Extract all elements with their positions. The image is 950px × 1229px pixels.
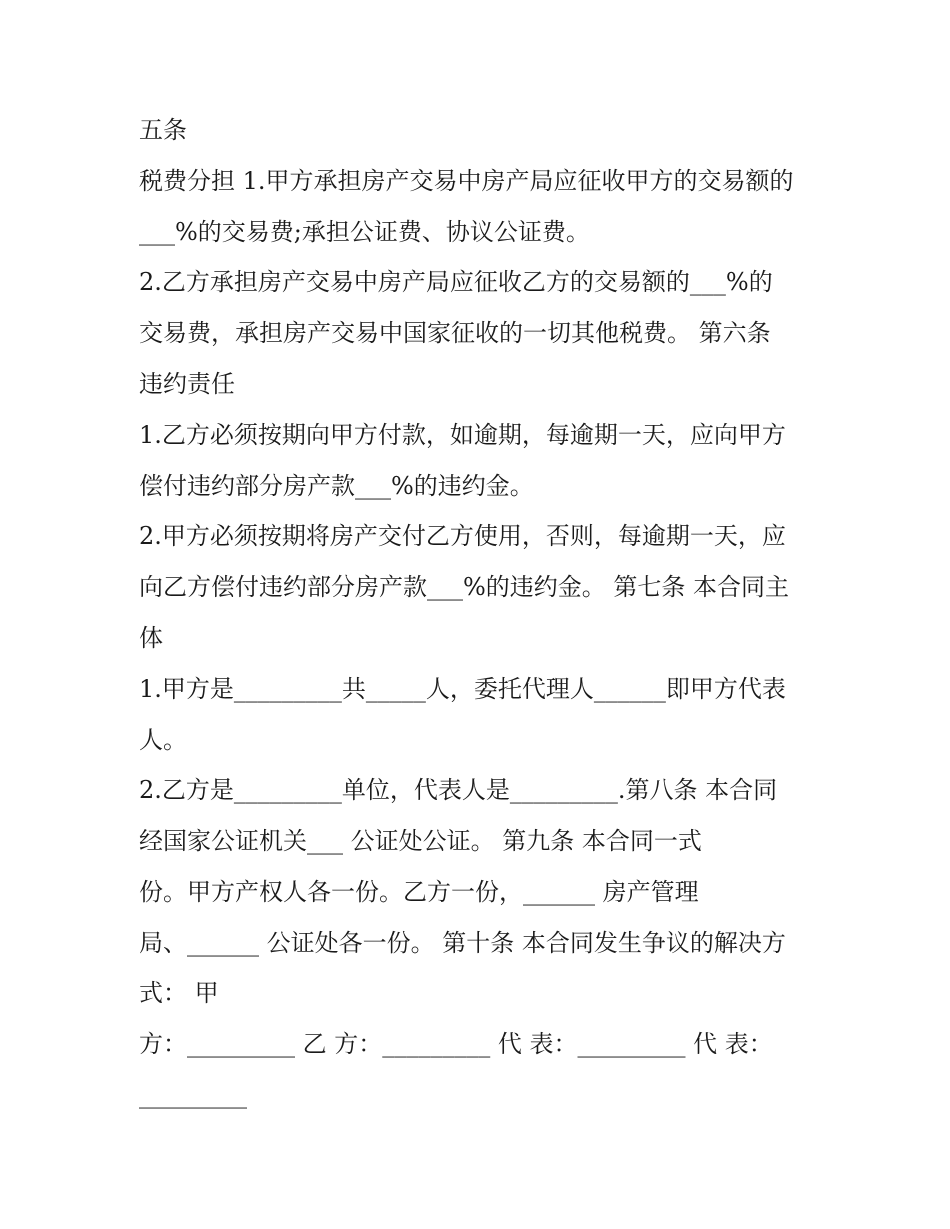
- text-line: 交易费，承担房产交易中国家征收的一切其他税费。 第六条: [139, 319, 771, 347]
- text-line: ___%的交易费;承担公证费、协议公证费。: [139, 218, 590, 246]
- text-line: 式： 甲: [139, 979, 219, 1007]
- text-line: 向乙方偿付违约部分房产款___%的违约金。 第七条 本合同主: [139, 573, 790, 601]
- text-line: 2.乙方是_________单位，代表人是_________.第八条 本合同: [139, 776, 778, 804]
- text-line: 2.甲方必须按期将房产交付乙方使用，否则，每逾期一天，应: [139, 522, 786, 550]
- text-line: _________: [139, 1081, 247, 1109]
- text-line: 方：_________ 乙 方：_________ 代 表：_________ 代 表：: [139, 1030, 773, 1058]
- text-line: 五条: [139, 116, 187, 144]
- text-line: 税费分担 1.甲方承担房产交易中房产局应征收甲方的交易额的: [139, 167, 794, 195]
- text-line: 违约责任: [139, 370, 235, 398]
- text-line: 经国家公证机关___ 公证处公证。 第九条 本合同一式: [139, 827, 702, 855]
- text-line: 体: [139, 624, 163, 652]
- text-line: 1.乙方必须按期向甲方付款，如逾期，每逾期一天，应向甲方: [139, 421, 786, 449]
- text-line: 份。甲方产权人各一份。乙方一份，______ 房产管理: [139, 878, 699, 906]
- text-line: 人。: [139, 726, 187, 754]
- text-line: 局、______ 公证处各一份。 第十条 本合同发生争议的解决方: [139, 929, 786, 957]
- text-line: 偿付违约部分房产款___%的违约金。: [139, 472, 534, 500]
- text-line: 1.甲方是_________共_____人，委托代理人______即甲方代表: [139, 675, 786, 703]
- text-line: 2.乙方承担房产交易中房产局应征收乙方的交易额的___%的: [139, 268, 773, 296]
